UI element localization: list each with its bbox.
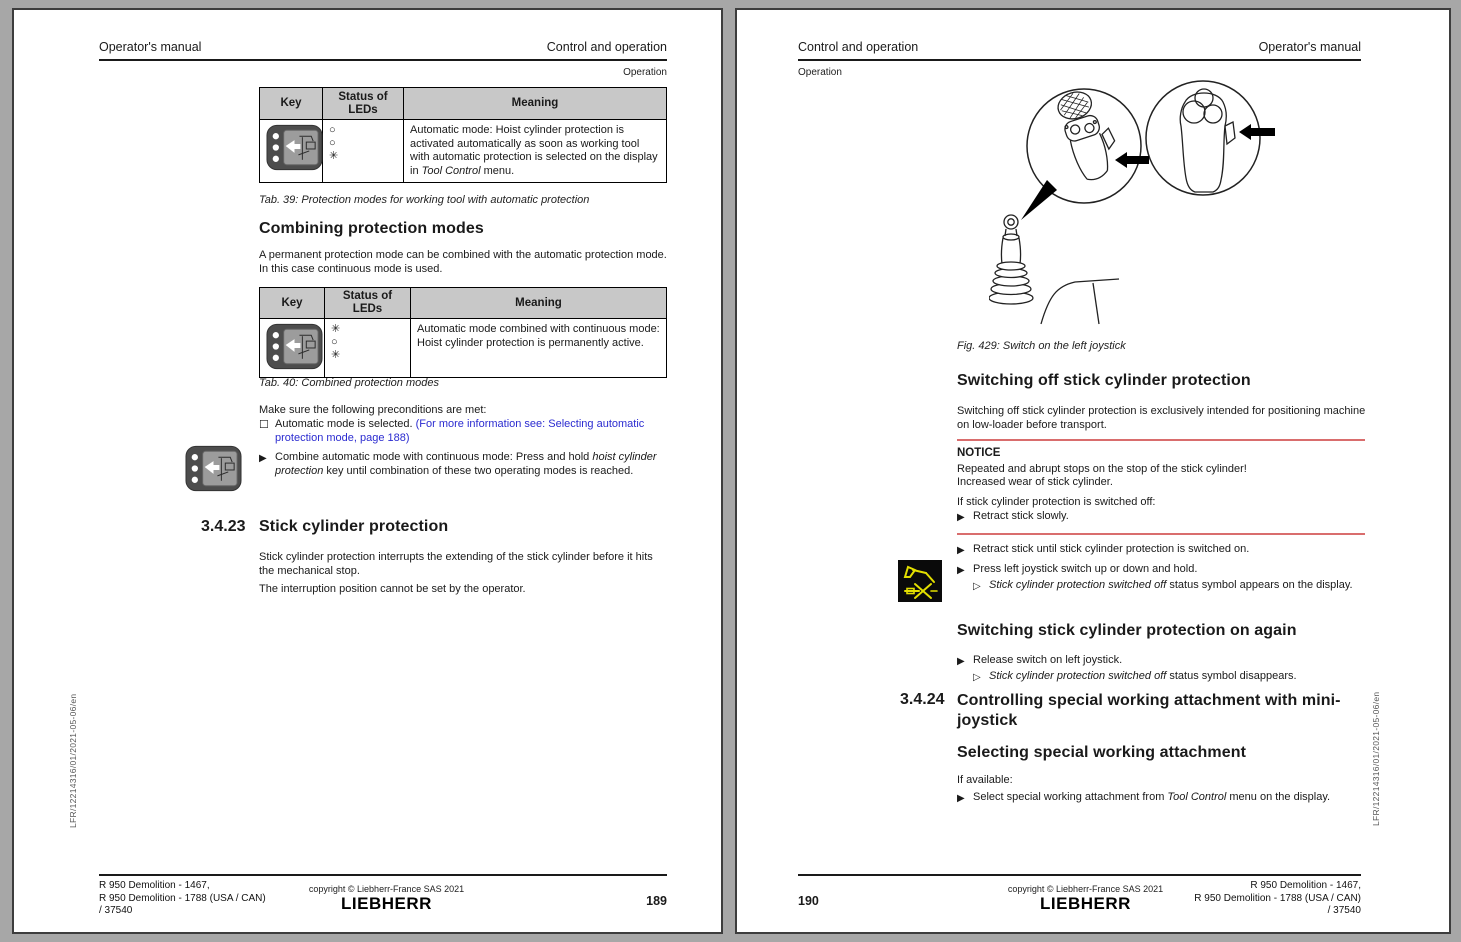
- page-number: 189: [646, 894, 667, 908]
- step-text-italic: Tool Control: [1167, 791, 1227, 803]
- hoist-cylinder-protection-key-icon: [185, 445, 242, 492]
- paragraph: Switching off stick cylinder protection is exclusively intended for positioning machine on low-loader before transport.: [957, 405, 1366, 431]
- footer-brand: [304, 884, 469, 914]
- step-text: Release switch on left joystick.: [973, 654, 1123, 666]
- action-text-italic: hoist cylinder protection: [275, 451, 657, 477]
- result-bullet-icon: ▷: [973, 580, 981, 592]
- footer-brand: [1003, 884, 1168, 914]
- heading-switching-on-again: Switching stick cylinder protection on again: [957, 622, 1297, 639]
- result-italic: Stick cylinder protection switched off: [989, 669, 1167, 682]
- action-text-a: Combine automatic mode with continuous mode: Press and hold: [275, 451, 593, 463]
- result-bullet-icon: ▷: [973, 671, 981, 683]
- result-text: [989, 579, 1353, 594]
- step-item: [957, 654, 1371, 669]
- led-off: ○: [329, 137, 336, 149]
- led-off: ○: [331, 336, 338, 348]
- section-number: 3.4.24: [900, 691, 945, 708]
- action-text-b: key until combination of these two operating modes is reached.: [323, 464, 634, 477]
- step-item: [957, 543, 1369, 558]
- led-on: ✳: [331, 323, 341, 335]
- header-subtitle: Operation: [623, 67, 667, 78]
- arrow-left-icon: [1115, 152, 1149, 168]
- step-text-b: menu on the display.: [1226, 791, 1331, 803]
- paragraph: A permanent protection mode can be combined with the automatic protection mode. In this case continuous mode is used.: [259, 249, 667, 275]
- footer-line: / 37540: [1327, 905, 1361, 916]
- precondition-item: [259, 418, 671, 445]
- table-protection-modes: [259, 87, 667, 183]
- step-text: [973, 791, 1330, 806]
- stick-cylinder-protection-off-status-icon: [898, 560, 942, 602]
- manual-page-190: [735, 8, 1451, 934]
- notice-condition: If stick cylinder protection is switched off:: [957, 495, 1156, 508]
- table-cell-meaning: Automatic mode combined with continuous mode: Hoist cylinder protection is permanently active.: [411, 319, 667, 378]
- section-number: 3.4.23: [201, 518, 246, 535]
- action-bullet-icon: ▶: [259, 453, 267, 464]
- header-left-text: Control and operation: [798, 40, 919, 54]
- page-header: [798, 40, 1361, 61]
- table-40-caption: Tab. 40: Combined protection modes: [259, 377, 439, 389]
- heading-switching-off: Switching off stick cylinder protection: [957, 372, 1251, 389]
- document-code-vertical: LFR/12214316/01/2021-05-06/en: [68, 693, 78, 828]
- action-bullet-icon: ▶: [957, 565, 965, 576]
- meaning-text: Automatic mode: Hoist cylinder protection is activated automatically as soon as working tool with automatic protection is selected on the display in: [410, 124, 658, 177]
- meaning-italic: Tool Control: [421, 164, 481, 177]
- step-item: [957, 791, 1371, 806]
- paragraph: Stick cylinder protection interrupts the extending of the stick cylinder before it hits the mechanical stop.: [259, 551, 653, 577]
- arrow-left-icon: [1239, 124, 1275, 140]
- step-item: [957, 563, 1371, 578]
- paragraph: The interruption position cannot be set by the operator.: [259, 583, 526, 595]
- pointer-wedge: [1021, 180, 1057, 220]
- result-rest: status symbol disappears.: [1166, 669, 1297, 682]
- table-combined-modes: [259, 287, 667, 378]
- col-header-meaning: Meaning: [404, 88, 667, 120]
- heading-selecting-attachment: Selecting special working attachment: [957, 744, 1247, 761]
- condition-text: If available:: [957, 774, 1013, 786]
- precondition-text: [275, 418, 671, 445]
- header-subtitle: Operation: [798, 67, 842, 78]
- result-item: [973, 579, 1371, 594]
- table-39-caption: Tab. 39: Protection modes for working tool with automatic protection: [259, 194, 590, 206]
- table-cell-led-status: [325, 319, 411, 378]
- heading-combining-protection-modes: Combining protection modes: [259, 220, 484, 237]
- notice-hazard: Repeated and abrupt stops on the stop of the stick cylinder!: [957, 462, 1247, 475]
- col-header-key: Key: [260, 288, 325, 319]
- table-cell-led-status: [323, 120, 404, 183]
- footer-rule: [99, 874, 667, 876]
- heading-stick-cylinder-protection: Stick cylinder protection: [259, 518, 449, 535]
- notice-action-text: Retract stick slowly.: [973, 510, 1069, 523]
- step-with-result: [957, 563, 1371, 593]
- footer-line: R 950 Demolition - 1467,: [99, 880, 210, 891]
- header-right-text: Operator's manual: [1258, 40, 1361, 54]
- figure-429-caption: Fig. 429: Switch on the left joystick: [957, 340, 1126, 352]
- footer-line: / 37540: [99, 905, 133, 916]
- copyright-text: copyright © Liebherr-France SAS 2021: [308, 884, 465, 894]
- liebherr-logo: LIEBHERR: [1040, 894, 1131, 913]
- joystick-switch-figure: [989, 74, 1291, 328]
- preconditions-intro: Make sure the following preconditions are met:: [259, 404, 487, 416]
- footer-line: R 950 Demolition - 1788 (USA / CAN): [1194, 892, 1361, 904]
- notice-label: NOTICE: [957, 447, 1001, 459]
- header-right-text: Control and operation: [546, 40, 667, 54]
- liebherr-logo: LIEBHERR: [341, 894, 432, 913]
- heading-mini-joystick: Controlling special working attachment with mini-joystick: [957, 692, 1341, 729]
- footer-line: R 950 Demolition - 1467,: [1250, 880, 1361, 891]
- action-text: [275, 451, 671, 478]
- action-bullet-icon: ▶: [957, 656, 965, 667]
- action-item: [259, 451, 671, 478]
- result-item: [973, 670, 1371, 685]
- action-bullet-icon: ▶: [957, 545, 965, 556]
- result-rest: status symbol appears on the display.: [1166, 578, 1353, 591]
- footer-rule: [798, 874, 1361, 876]
- cross-reference-link[interactable]: (For more information see: Selecting automatic protection mode, page 188): [275, 418, 645, 444]
- header-left-text: Operator's manual: [99, 40, 202, 54]
- step-text-a: Select special working attachment from: [973, 791, 1168, 803]
- page-header: [99, 40, 667, 61]
- hoist-cylinder-protection-key-icon: [266, 124, 323, 171]
- footer-product-info: [99, 880, 266, 918]
- col-header-leds: Status of LEDs: [323, 88, 404, 120]
- notice-consequence: Increased wear of stick cylinder.: [957, 476, 1113, 489]
- meaning-text: menu.: [480, 164, 515, 177]
- document-code-vertical: LFR/12214316/01/2021-05-06/en: [1371, 691, 1381, 826]
- manual-page-189: [12, 8, 723, 934]
- step-text: Press left joystick switch up or down and hold.: [973, 563, 1198, 575]
- led-off: ○: [329, 124, 336, 136]
- notice-action-item: [957, 510, 1365, 525]
- notice-box: [957, 439, 1365, 535]
- precondition-label: Automatic mode is selected.: [275, 418, 416, 430]
- footer-line: R 950 Demolition - 1788 (USA / CAN): [99, 892, 266, 904]
- page-number: 190: [798, 894, 819, 908]
- copyright-text: copyright © Liebherr-France SAS 2021: [1007, 884, 1164, 894]
- table-cell-key: [260, 319, 325, 378]
- result-italic: Stick cylinder protection switched off: [989, 578, 1167, 591]
- footer-product-info: [1194, 880, 1361, 918]
- col-header-meaning: Meaning: [411, 288, 667, 319]
- table-cell-meaning: [404, 120, 667, 183]
- result-text: [989, 670, 1297, 685]
- step-with-result: [957, 654, 1371, 684]
- col-header-key: Key: [260, 88, 323, 120]
- step-text: Retract stick until stick cylinder protection is switched on.: [973, 543, 1250, 555]
- action-bullet-icon: ▶: [957, 793, 965, 804]
- checkbox-icon: ☐: [259, 419, 269, 431]
- table-cell-key: [260, 120, 323, 183]
- led-on: ✳: [329, 150, 339, 162]
- action-bullet-icon: ▶: [957, 512, 965, 524]
- col-header-leds: Status of LEDs: [325, 288, 411, 319]
- hoist-cylinder-protection-key-icon: [266, 323, 323, 370]
- led-on: ✳: [331, 349, 341, 361]
